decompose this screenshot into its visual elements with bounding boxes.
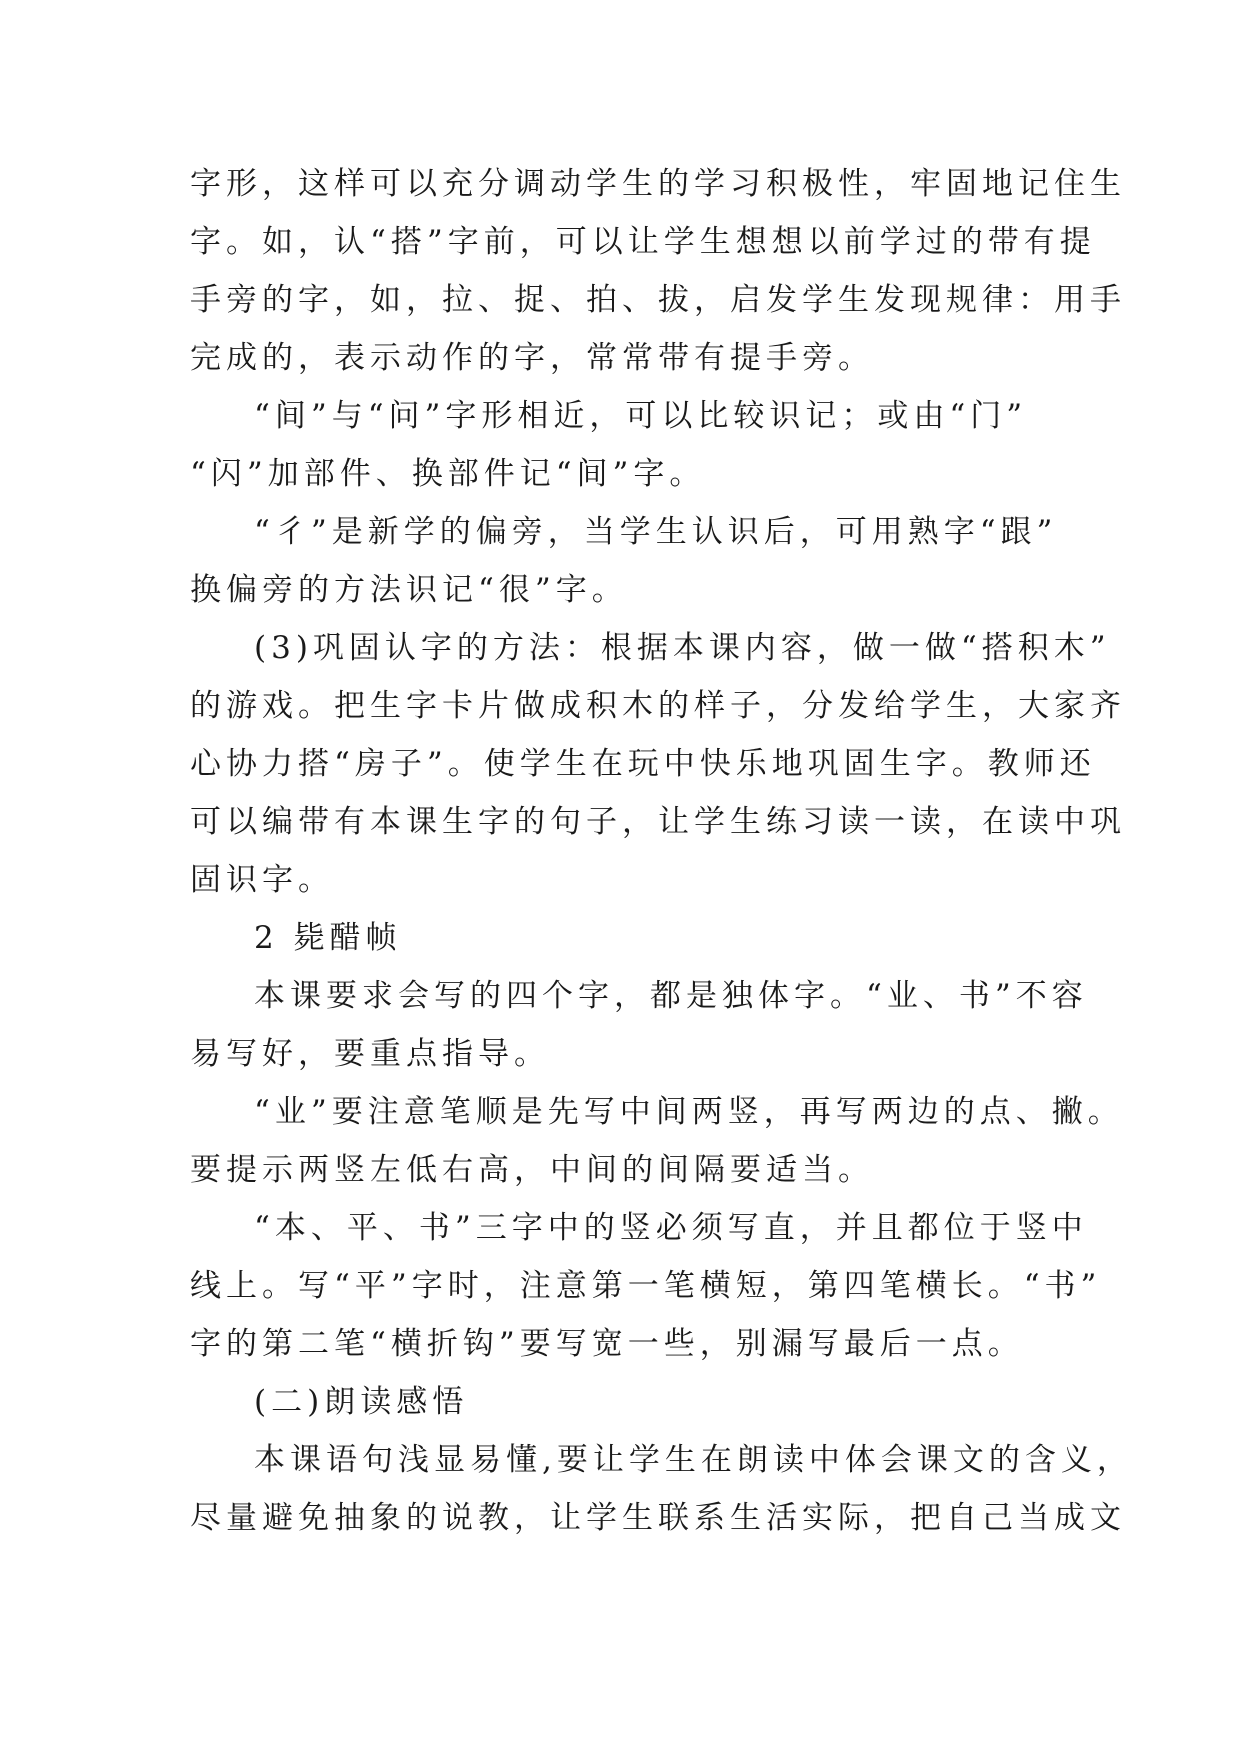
text-line: 心协力搭“房子”。使学生在玩中快乐地巩固生字。教师还 (190, 746, 1096, 782)
text-line: 字的第二笔“横折钩”要写宽一些，别漏写最后一点。 (190, 1326, 1024, 1362)
text-line: 换偏旁的方法识记“很”字。 (190, 572, 628, 608)
text-line: 的游戏。把生字卡片做成积木的样子，分发给学生，大家齐 (190, 688, 1126, 724)
text-line: 字形，这样可以充分调动学生的学习积极性，牢固地记住生 (190, 166, 1126, 202)
paragraph-first-line: (3)巩固认字的方法：根据本课内容，做一做“搭积木” (254, 630, 1111, 666)
text-line: 完成的，表示动作的字，常常带有提手旁。 (190, 340, 874, 376)
text-line: 线上。写“平”字时，注意第一笔横短，第四笔横长。“书” (190, 1268, 1102, 1304)
text-line: “闪”加部件、换部件记“间”字。 (190, 456, 706, 492)
paragraph-first-line: “业”要注意笔顺是先写中间两竖，再写两边的点、撇。 (254, 1094, 1124, 1130)
text-line: 尽量避免抽象的说教，让学生联系生活实际，把自己当成文 (190, 1500, 1126, 1536)
text-line: 要提示两竖左低右高，中间的间隔要适当。 (190, 1152, 874, 1188)
text-line: 可以编带有本课生字的句子，让学生练习读一读，在读中巩 (190, 804, 1126, 840)
paragraph-first-line: “间”与“问”字形相近，可以比较识记；或由“门” (254, 398, 1028, 434)
text-line: 固识字。 (190, 862, 334, 898)
section-heading: (二)朗读感悟 (254, 1384, 469, 1420)
paragraph-first-line: “彳”是新学的偏旁，当学生认识后，可用熟字“跟” (254, 514, 1058, 550)
text-line: 手旁的字，如，拉、捉、拍、拔，启发学生发现规律：用手 (190, 282, 1126, 318)
section-heading: 2 毙醋帧 (254, 920, 402, 956)
paragraph-first-line: 本课语句浅显易懂,要让学生在朗读中体会课文的含义， (254, 1442, 1133, 1478)
paragraph-first-line: 本课要求会写的四个字，都是独体字。“业、书”不容 (254, 978, 1088, 1014)
text-line: 易写好，要重点指导。 (190, 1036, 550, 1072)
text-line: 字。如，认“搭”字前，可以让学生想想以前学过的带有提 (190, 224, 1096, 260)
paragraph-first-line: “本、平、书”三字中的竖必须写直，并且都位于竖中 (254, 1210, 1088, 1246)
